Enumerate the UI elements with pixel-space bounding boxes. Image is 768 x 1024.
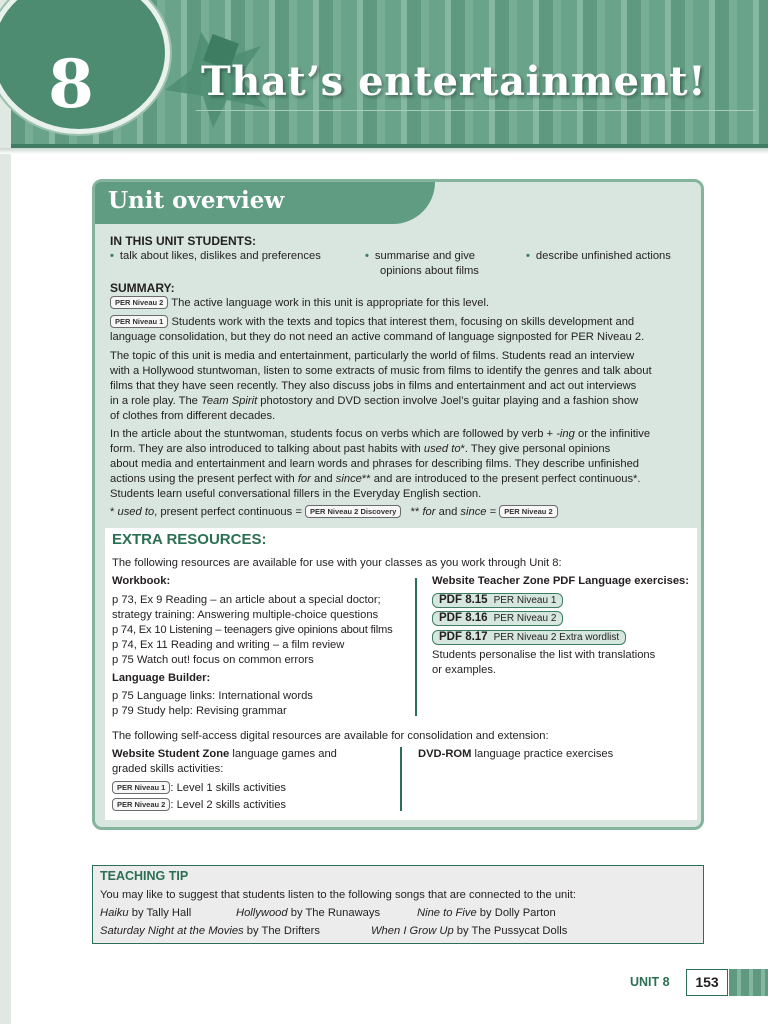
bullet-item: • summarise and give [365,250,476,262]
bullet-item: • describe unfinished actions [526,250,671,262]
website-teacher-zone-heading: Website Teacher Zone PDF Language exercises: [432,575,689,587]
workbook-item: p 74, Ex 10 Listening – teenagers give opinions about films [112,624,393,636]
bullet-dot-icon: • [110,250,114,262]
summary-paragraph-line: actions using the present perfect with for and since** and are introduced to the present perfect continuous*. [110,473,641,485]
students-heading: IN THIS UNIT STUDENTS: [110,234,256,248]
banner-rule [196,110,756,111]
level-1-line: PER Niveau 1 : Level 1 skills activities [112,781,286,796]
summary-paragraph-line: The topic of this unit is media and entertainment, particularly the world of films. Students read an interview [110,350,635,362]
bullet-item: • talk about likes, dislikes and preferences [110,250,321,262]
level-2-line: PER Niveau 2 : Level 2 skills activities [112,798,286,813]
footer-unit-label: UNIT 8 [630,975,670,989]
song-item: When I Grow Up by The Pussycat Dolls [371,925,568,937]
unit-number: 8 [48,45,94,123]
song-item: Nine to Five by Dolly Parton [417,907,556,919]
language-builder-item: p 75 Language links: International words [112,690,313,702]
personalise-note: or examples. [432,664,497,676]
summary-paragraph-line: about media and entertainment and learn words and phrases for describing films. They describe unfinished [110,458,640,470]
per-niveau-2-discovery-badge: PER Niveau 2 Discovery [305,505,401,518]
bullet-dot-icon: • [526,250,530,262]
column-divider [400,747,402,811]
summary-footnote: * used to, present perfect continuous = PER Niveau 2 Discovery ** for and since = PER Niveau 2 [110,505,558,520]
language-builder-item: p 79 Study help: Revising grammar [112,705,287,717]
summary-line: PER Niveau 2 The active language work in this unit is appropriate for this level. [110,296,489,311]
self-access-intro: The following self-access digital resources are available for consolidation and extension: [112,730,549,742]
workbook-item: strategy training: Answering multiple-choice questions [112,609,379,621]
workbook-item: p 73, Ex 9 Reading – an article about a special doctor; [112,594,381,606]
student-zone-line: Website Student Zone language games and [112,748,337,760]
unit-overview-title: Unit overview [108,187,285,214]
teaching-tip-box [92,865,704,944]
unit-overview-tab [95,182,435,224]
summary-paragraph-line: in a role play. The Team Spirit photostory and DVD section involve Joel’s guitar playing and a fashion show [110,395,639,407]
language-builder-heading: Language Builder: [112,672,211,684]
extra-resources-panel [105,528,697,820]
workbook-item: p 74, Ex 11 Reading and writing – a film review [112,639,345,651]
extra-intro: The following resources are available for use with your classes as you work through Unit 8: [112,557,562,569]
teaching-tip-title: TEACHING TIP [100,869,189,883]
bullet-continuation: opinions about films [380,265,479,277]
per-niveau-1-badge: PER Niveau 1 [110,315,168,328]
summary-paragraph-line: form. They are also introduced to talking about past habits with used to*. They give personal opinions [110,443,611,455]
summary-paragraph-line: with a Hollywood stuntwoman, listen to some extracts of music from films to identify the genres and talk about [110,365,652,377]
personalise-note: Students personalise the list with translations [432,649,656,661]
extra-resources-title: EXTRA RESOURCES: [112,531,267,548]
summary-paragraph-line: of clothes from different decades. [110,410,276,422]
summary-line: PER Niveau 1 Students work with the texts and topics that interest them, focusing on skills development and [110,315,634,330]
page-number: 153 [686,969,728,996]
workbook-item: p 75 Watch out! focus on common errors [112,654,314,666]
song-item: Haiku by Tally Hall [100,907,192,919]
song-item: Saturday Night at the Movies by The Drifters [100,925,320,937]
summary-line: language consolidation, but they do not need an active command of language signposted for PER Niveau 2. [110,331,645,343]
per-niveau-1-badge: PER Niveau 1 [112,781,170,794]
summary-paragraph-line: In the article about the stuntwoman, students focus on verbs which are followed by verb + -ing or the infinitive [110,428,651,440]
per-niveau-2-badge: PER Niveau 2 [110,296,168,309]
footer-stripe [729,969,768,996]
bullet-dot-icon: • [365,250,369,262]
per-niveau-2-badge: PER Niveau 2 [112,798,170,811]
dvd-rom-line: DVD-ROM language practice exercises [418,748,614,760]
column-divider [415,578,417,716]
per-niveau-2-badge: PER Niveau 2 [499,505,557,518]
pdf-8-17-link[interactable]: PDF 8.17 PER Niveau 2 Extra wordlist [432,630,626,645]
summary-heading: SUMMARY: [110,281,175,295]
workbook-heading: Workbook: [112,575,171,587]
summary-paragraph-line: films that they have seen recently. They also discuss jobs in films and entertainment and act out interviews [110,380,637,392]
student-zone-line: graded skills activities: [112,763,224,775]
teaching-tip-intro: You may like to suggest that students listen to the following songs that are connected to the unit: [100,889,576,901]
banner-shadow [0,148,768,154]
summary-paragraph-line: Students learn useful conversational fillers in the Everyday English section. [110,488,482,500]
song-item: Hollywood by The Runaways [236,907,381,919]
unit-title: That’s entertainment! [201,58,707,105]
pdf-8-15-link[interactable]: PDF 8.15 PER Niveau 1 [432,593,563,608]
pdf-8-16-link[interactable]: PDF 8.16 PER Niveau 2 [432,611,563,626]
